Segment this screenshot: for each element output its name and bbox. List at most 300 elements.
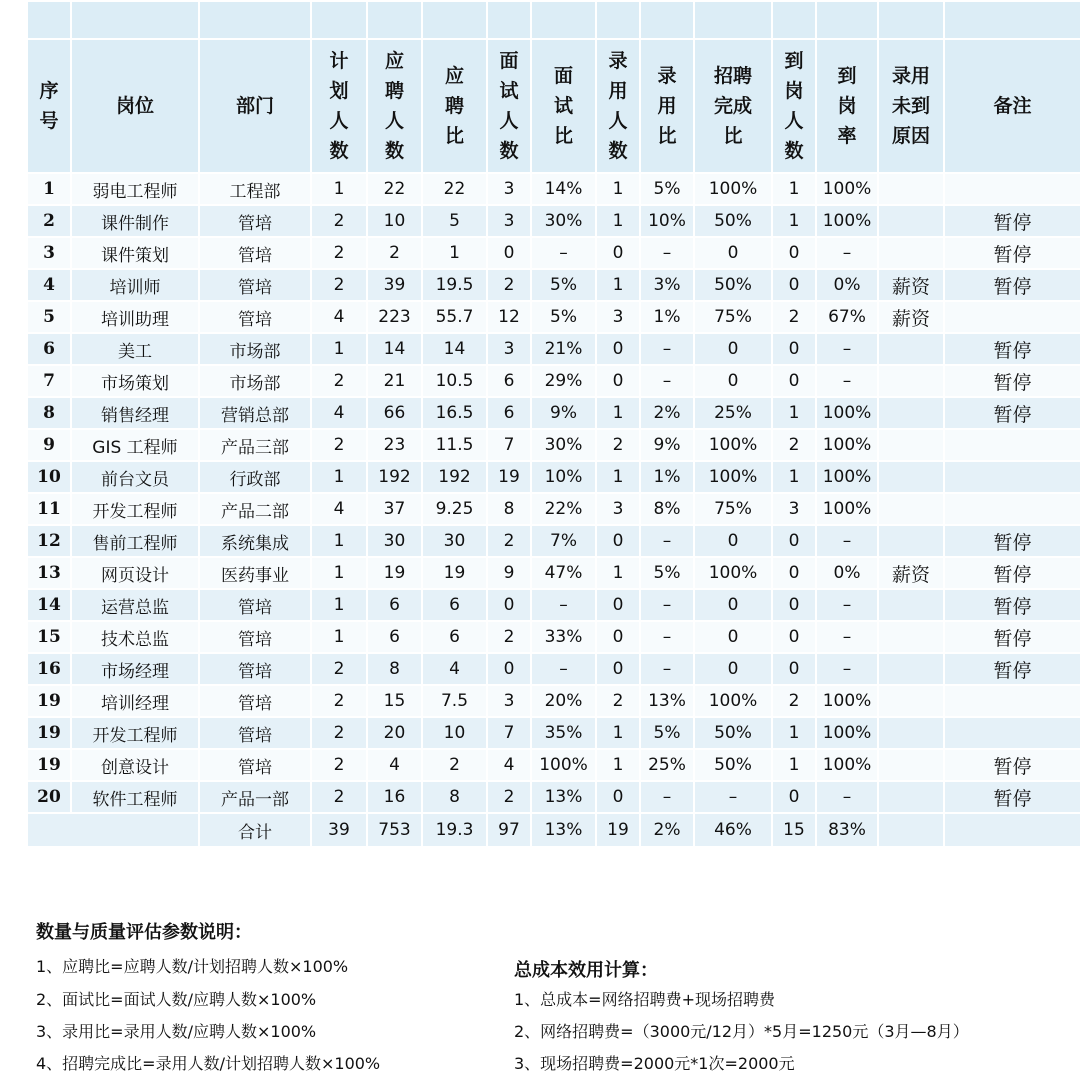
table-cell xyxy=(944,493,1080,525)
table-cell: 2 xyxy=(311,237,367,269)
table-cell: 2 xyxy=(487,781,531,813)
table-cell: 30% xyxy=(531,205,596,237)
table-cell: 2 xyxy=(311,429,367,461)
table-cell: 薪资 xyxy=(878,557,944,589)
table-cell: – xyxy=(531,653,596,685)
table-cell: 2 xyxy=(311,717,367,749)
table-cell: 8 xyxy=(422,781,487,813)
table-cell: 2 xyxy=(27,205,71,237)
table-cell: 3% xyxy=(640,269,694,301)
table-cell: 223 xyxy=(367,301,422,333)
table-cell: 2 xyxy=(487,269,531,301)
table-cell xyxy=(878,589,944,621)
table-cell: 66 xyxy=(367,397,422,429)
table-cell: 暂停 xyxy=(944,621,1080,653)
table-cell: 0 xyxy=(772,269,816,301)
table-cell xyxy=(944,685,1080,717)
table-row xyxy=(27,525,1080,557)
table-cell: 192 xyxy=(367,461,422,493)
table-cell: 薪资 xyxy=(878,301,944,333)
table-cell: 1 xyxy=(772,749,816,781)
table-cell: 19 xyxy=(27,717,71,749)
table-cell: 4 xyxy=(487,749,531,781)
table-cell: 产品二部 xyxy=(199,493,311,525)
table-cell: – xyxy=(640,589,694,621)
table-cell: 100% xyxy=(694,173,772,205)
table-cell: – xyxy=(640,621,694,653)
table-cell: 1 xyxy=(596,557,640,589)
table-row xyxy=(27,333,1080,365)
table-cell: 5% xyxy=(531,269,596,301)
table-cell: 1 xyxy=(596,717,640,749)
total-cell: 合计 xyxy=(199,813,311,847)
table-cell: 暂停 xyxy=(944,781,1080,813)
total-cell: 97 xyxy=(487,813,531,847)
table-cell: 5% xyxy=(531,301,596,333)
table-cell: 13% xyxy=(531,781,596,813)
table-cell: 100% xyxy=(694,461,772,493)
table-cell xyxy=(878,173,944,205)
table-cell: – xyxy=(816,621,878,653)
table-cell: 1 xyxy=(772,173,816,205)
table-cell: 0 xyxy=(694,589,772,621)
table-cell: 0 xyxy=(772,237,816,269)
table-cell: 4 xyxy=(367,749,422,781)
left-notes-title: 数量与质量评估参数说明： xyxy=(36,922,252,943)
table-cell: 100% xyxy=(816,205,878,237)
total-cell: 2% xyxy=(640,813,694,847)
table-cell xyxy=(878,461,944,493)
table-cell: 192 xyxy=(422,461,487,493)
table-cell: 暂停 xyxy=(944,557,1080,589)
table-cell: 1 xyxy=(772,717,816,749)
table-cell: 19 xyxy=(487,461,531,493)
table-cell: 4 xyxy=(311,397,367,429)
table-cell: 35% xyxy=(531,717,596,749)
table-cell xyxy=(878,365,944,397)
table-cell: 25% xyxy=(694,397,772,429)
table-cell xyxy=(944,301,1080,333)
table-cell: 3 xyxy=(27,237,71,269)
table-cell: 55.7 xyxy=(422,301,487,333)
table-cell: 2 xyxy=(311,653,367,685)
table-header-row xyxy=(27,39,1080,173)
table-cell: 暂停 xyxy=(944,269,1080,301)
table-cell: 75% xyxy=(694,493,772,525)
table-cell: 技术总监 xyxy=(71,621,199,653)
table-cell: 0 xyxy=(772,333,816,365)
table-cell: 7.5 xyxy=(422,685,487,717)
table-cell: 网页设计 xyxy=(71,557,199,589)
table-cell: 2 xyxy=(487,621,531,653)
table-cell: 100% xyxy=(694,685,772,717)
table-cell: – xyxy=(694,781,772,813)
table-cell: – xyxy=(640,237,694,269)
table-cell: 11.5 xyxy=(422,429,487,461)
header-cell: 录用未到原因 xyxy=(878,39,944,173)
table-cell: – xyxy=(531,589,596,621)
table-cell: 7 xyxy=(487,717,531,749)
table-cell: 7 xyxy=(27,365,71,397)
header-cell: 招聘完成比 xyxy=(694,39,772,173)
table-cell: 4 xyxy=(311,493,367,525)
table-row xyxy=(27,589,1080,621)
table-row xyxy=(27,365,1080,397)
table-cell: 14% xyxy=(531,173,596,205)
table-cell: 培训助理 xyxy=(71,301,199,333)
table-cell: 5 xyxy=(27,301,71,333)
table-cell: 3 xyxy=(487,685,531,717)
table-cell: 10 xyxy=(27,461,71,493)
table-cell: 前台文员 xyxy=(71,461,199,493)
table-cell: 市场部 xyxy=(199,365,311,397)
table-cell: 14 xyxy=(367,333,422,365)
table-cell: 0 xyxy=(694,333,772,365)
table-cell: 10 xyxy=(367,205,422,237)
table-cell: 创意设计 xyxy=(71,749,199,781)
table-row xyxy=(27,173,1080,205)
table-cell: 0 xyxy=(772,781,816,813)
table-cell: 33% xyxy=(531,621,596,653)
table-cell: 2% xyxy=(640,397,694,429)
table-cell: 22 xyxy=(367,173,422,205)
total-cell: 15 xyxy=(772,813,816,847)
table-cell: 培训师 xyxy=(71,269,199,301)
table-cell: 2 xyxy=(772,685,816,717)
header-cell: 部门 xyxy=(199,39,311,173)
table-cell: 管培 xyxy=(199,269,311,301)
table-cell: 2 xyxy=(596,429,640,461)
table-cell: 10% xyxy=(531,461,596,493)
table-cell: – xyxy=(531,237,596,269)
table-cell: 营销总部 xyxy=(199,397,311,429)
table-cell: 管培 xyxy=(199,653,311,685)
table-cell: 1 xyxy=(311,525,367,557)
table-cell: 3 xyxy=(487,173,531,205)
table-row xyxy=(27,621,1080,653)
table-cell: 0 xyxy=(694,621,772,653)
table-cell: 50% xyxy=(694,205,772,237)
table-cell: 21 xyxy=(367,365,422,397)
table-cell: 1 xyxy=(311,589,367,621)
table-cell: 3 xyxy=(596,301,640,333)
table-cell: 100% xyxy=(816,397,878,429)
table-cell: 11 xyxy=(27,493,71,525)
table-cell: 0 xyxy=(694,365,772,397)
table-cell: 16 xyxy=(27,653,71,685)
table-cell: 9% xyxy=(640,429,694,461)
table-cell: 22 xyxy=(422,173,487,205)
table-row xyxy=(27,269,1080,301)
table-cell: 100% xyxy=(816,749,878,781)
table-cell xyxy=(878,333,944,365)
table-cell: 19 xyxy=(27,685,71,717)
table-cell: 工程部 xyxy=(199,173,311,205)
table-cell: 0 xyxy=(694,237,772,269)
table-cell: 0 xyxy=(596,589,640,621)
table-cell: 7 xyxy=(487,429,531,461)
header-cell: 到岗率 xyxy=(816,39,878,173)
table-cell: 0 xyxy=(487,653,531,685)
table-cell: – xyxy=(640,781,694,813)
table-cell: 暂停 xyxy=(944,749,1080,781)
table-cell: 13% xyxy=(640,685,694,717)
table-cell: 9 xyxy=(487,557,531,589)
table-cell: 课件制作 xyxy=(71,205,199,237)
table-cell: 7% xyxy=(531,525,596,557)
table-cell: 开发工程师 xyxy=(71,717,199,749)
table-cell: 2 xyxy=(367,237,422,269)
table-cell: 2 xyxy=(311,749,367,781)
table-cell: 1% xyxy=(640,301,694,333)
left-note-item: 4、招聘完成比=录用人数/计划招聘人数×100% xyxy=(36,1054,381,1073)
table-cell: 2 xyxy=(311,365,367,397)
table-row xyxy=(27,429,1080,461)
table-cell: 1 xyxy=(596,461,640,493)
table-cell: 1 xyxy=(311,173,367,205)
table-cell: 47% xyxy=(531,557,596,589)
table-cell xyxy=(878,237,944,269)
table-cell: 10 xyxy=(422,717,487,749)
table-cell: 2 xyxy=(772,301,816,333)
right-notes-title: 总成本效用计算： xyxy=(514,960,658,981)
right-note-item: 2、网络招聘费=（3000元/12月）*5月=1250元（3月—8月） xyxy=(514,1022,969,1041)
table-cell xyxy=(878,749,944,781)
table-cell: 暂停 xyxy=(944,237,1080,269)
right-note-item: 3、现场招聘费=2000元*1次=2000元 xyxy=(514,1054,795,1073)
table-cell: 12 xyxy=(487,301,531,333)
table-row xyxy=(27,205,1080,237)
recruitment-table xyxy=(26,0,1080,848)
table-cell: 6 xyxy=(367,589,422,621)
table-cell: 8 xyxy=(27,397,71,429)
table-cell: – xyxy=(816,589,878,621)
table-cell: 1 xyxy=(311,621,367,653)
table-cell: 100% xyxy=(816,717,878,749)
table-cell: 管培 xyxy=(199,237,311,269)
table-cell: 16.5 xyxy=(422,397,487,429)
table-cell: 产品一部 xyxy=(199,781,311,813)
table-cell: 13 xyxy=(27,557,71,589)
table-cell: 1 xyxy=(311,557,367,589)
total-cell: 753 xyxy=(367,813,422,847)
table-cell: 0 xyxy=(596,237,640,269)
total-cell: 39 xyxy=(311,813,367,847)
table-cell: 管培 xyxy=(199,685,311,717)
table-cell: 6 xyxy=(27,333,71,365)
table-cell: 21% xyxy=(531,333,596,365)
table-cell: 培训经理 xyxy=(71,685,199,717)
table-cell: 100% xyxy=(816,461,878,493)
table-cell: 30 xyxy=(422,525,487,557)
table-cell: 14 xyxy=(27,589,71,621)
table-cell: 暂停 xyxy=(944,365,1080,397)
table-cell: 100% xyxy=(816,685,878,717)
table-cell: 0 xyxy=(772,653,816,685)
table-cell: 薪资 xyxy=(878,269,944,301)
table-cell: 软件工程师 xyxy=(71,781,199,813)
table-cell: 0 xyxy=(596,333,640,365)
table-cell: 2 xyxy=(596,685,640,717)
table-cell: 19 xyxy=(27,749,71,781)
table-cell: 美工 xyxy=(71,333,199,365)
table-cell: 0 xyxy=(487,237,531,269)
blank-top-row xyxy=(27,1,1080,39)
table-cell: 37 xyxy=(367,493,422,525)
header-cell: 录用比 xyxy=(640,39,694,173)
table-cell: – xyxy=(640,365,694,397)
table-cell: – xyxy=(816,365,878,397)
table-cell: 20 xyxy=(27,781,71,813)
table-cell: 14 xyxy=(422,333,487,365)
table-cell: 100% xyxy=(694,429,772,461)
table-cell: 市场经理 xyxy=(71,653,199,685)
table-cell: 0 xyxy=(596,653,640,685)
table-cell: 9 xyxy=(27,429,71,461)
table-cell: 系统集成 xyxy=(199,525,311,557)
header-cell: 到岗人数 xyxy=(772,39,816,173)
table-cell: 暂停 xyxy=(944,653,1080,685)
table-cell: 1 xyxy=(596,173,640,205)
table-cell: 29% xyxy=(531,365,596,397)
table-cell: 3 xyxy=(772,493,816,525)
header-cell: 面试比 xyxy=(531,39,596,173)
table-cell: 100% xyxy=(531,749,596,781)
table-cell: 100% xyxy=(816,173,878,205)
table-cell: 1 xyxy=(596,269,640,301)
table-cell: 管培 xyxy=(199,205,311,237)
table-cell: – xyxy=(816,237,878,269)
table-cell: 30% xyxy=(531,429,596,461)
table-cell: 67% xyxy=(816,301,878,333)
table-cell: 行政部 xyxy=(199,461,311,493)
header-cell: 计划人数 xyxy=(311,39,367,173)
table-cell: 2 xyxy=(311,269,367,301)
table-cell: 5% xyxy=(640,717,694,749)
table-cell: 20% xyxy=(531,685,596,717)
table-cell: 22% xyxy=(531,493,596,525)
table-row xyxy=(27,461,1080,493)
total-cell: 83% xyxy=(816,813,878,847)
table-cell: 0 xyxy=(596,365,640,397)
table-cell: GIS 工程师 xyxy=(71,429,199,461)
table-cell: 销售经理 xyxy=(71,397,199,429)
table-cell: 50% xyxy=(694,717,772,749)
table-cell xyxy=(878,717,944,749)
table-row xyxy=(27,685,1080,717)
table-row xyxy=(27,493,1080,525)
table-cell: 2 xyxy=(311,781,367,813)
table-cell: 100% xyxy=(694,557,772,589)
table-row xyxy=(27,781,1080,813)
table-cell: 6 xyxy=(367,621,422,653)
table-cell xyxy=(944,461,1080,493)
table-cell xyxy=(878,205,944,237)
table-cell: 0 xyxy=(596,621,640,653)
table-cell: 管培 xyxy=(199,589,311,621)
table-cell: 3 xyxy=(596,493,640,525)
header-cell: 序号 xyxy=(27,39,71,173)
table-cell: 管培 xyxy=(199,301,311,333)
table-cell: 39 xyxy=(367,269,422,301)
table-cell: 0% xyxy=(816,557,878,589)
table-row xyxy=(27,717,1080,749)
table-cell: 1% xyxy=(640,461,694,493)
table-row xyxy=(27,749,1080,781)
table-cell: 15 xyxy=(367,685,422,717)
table-cell: 管培 xyxy=(199,717,311,749)
table-cell: 100% xyxy=(816,429,878,461)
left-note-item: 1、应聘比=应聘人数/计划招聘人数×100% xyxy=(36,957,349,976)
table-cell: 3 xyxy=(487,205,531,237)
table-cell: 6 xyxy=(422,621,487,653)
table-cell: 4 xyxy=(422,653,487,685)
table-cell: 5 xyxy=(422,205,487,237)
table-cell: 1 xyxy=(422,237,487,269)
table-cell: 12 xyxy=(27,525,71,557)
table-cell: 0 xyxy=(596,525,640,557)
table-cell: 市场部 xyxy=(199,333,311,365)
table-cell xyxy=(878,685,944,717)
table-cell: 1 xyxy=(27,173,71,205)
table-cell: 6 xyxy=(487,397,531,429)
header-cell: 面试人数 xyxy=(487,39,531,173)
table-cell: 0 xyxy=(772,365,816,397)
table-cell: 开发工程师 xyxy=(71,493,199,525)
table-cell xyxy=(944,173,1080,205)
table-cell: 1 xyxy=(311,461,367,493)
table-cell: 8% xyxy=(640,493,694,525)
table-cell: 管培 xyxy=(199,621,311,653)
table-cell xyxy=(878,493,944,525)
table-cell: – xyxy=(816,653,878,685)
header-cell: 应聘比 xyxy=(422,39,487,173)
table-cell: 暂停 xyxy=(944,205,1080,237)
table-cell: 6 xyxy=(422,589,487,621)
header-cell: 岗位 xyxy=(71,39,199,173)
table-cell: 0% xyxy=(816,269,878,301)
table-cell: 100% xyxy=(816,493,878,525)
table-cell: 2 xyxy=(487,525,531,557)
total-cell xyxy=(878,813,944,847)
table-cell: 23 xyxy=(367,429,422,461)
table-cell: 3 xyxy=(487,333,531,365)
table-cell: 19.5 xyxy=(422,269,487,301)
table-cell: 25% xyxy=(640,749,694,781)
table-row xyxy=(27,301,1080,333)
table-cell: 0 xyxy=(694,525,772,557)
table-cell: 2 xyxy=(311,205,367,237)
table-cell: 2 xyxy=(311,685,367,717)
table-cell: 19 xyxy=(422,557,487,589)
table-cell: – xyxy=(640,653,694,685)
table-cell: – xyxy=(816,781,878,813)
table-cell: 5% xyxy=(640,173,694,205)
table-cell: 20 xyxy=(367,717,422,749)
table-cell: 1 xyxy=(596,749,640,781)
table-cell: 4 xyxy=(311,301,367,333)
table-cell: 4 xyxy=(27,269,71,301)
table-cell: 6 xyxy=(487,365,531,397)
table-cell: 1 xyxy=(772,205,816,237)
table-cell xyxy=(878,397,944,429)
table-cell: 9.25 xyxy=(422,493,487,525)
header-cell: 录用人数 xyxy=(596,39,640,173)
left-note-item: 3、录用比=录用人数/应聘人数×100% xyxy=(36,1022,317,1041)
table-cell: 0 xyxy=(772,525,816,557)
table-cell xyxy=(878,653,944,685)
table-cell: 30 xyxy=(367,525,422,557)
